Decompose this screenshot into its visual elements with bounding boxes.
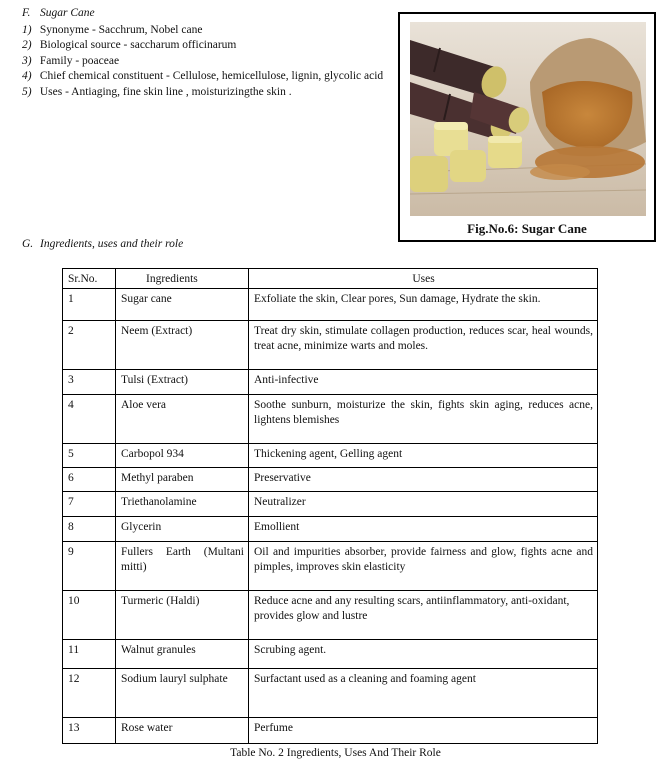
table-row — [63, 591, 598, 640]
cell-sr: 10 — [63, 591, 116, 640]
cell-uses: Reduce acne and any resulting scars, antiinflammatory, anti-oxidant, provides glow and lustre — [249, 591, 598, 640]
cell-sr: 5 — [63, 444, 116, 468]
header-uses: Uses — [249, 269, 598, 289]
table-row — [63, 321, 598, 370]
figure-caption: Fig.No.6: Sugar Cane — [467, 221, 587, 236]
cell-sr: 2 — [63, 321, 116, 370]
cell-sr: 7 — [63, 492, 116, 517]
list-item — [22, 54, 383, 69]
cell-uses: Exfoliate the skin, Clear pores, Sun damage, Hydrate the skin. — [249, 289, 598, 321]
cell-sr: 12 — [63, 669, 116, 718]
cell-uses: Preservative — [249, 468, 598, 492]
cell-sr: 13 — [63, 718, 116, 744]
table-row — [63, 718, 598, 744]
list-item — [22, 69, 383, 84]
header-ingredients: Ingredients — [116, 269, 249, 289]
figure-box — [398, 12, 656, 242]
list-number: 5) — [22, 85, 32, 98]
cell-uses: Treat dry skin, stimulate collagen production, reduces scar, heal wounds, treat acne, minimize warts and moles. — [249, 321, 598, 370]
cell-sr: 1 — [63, 289, 116, 321]
cell-sr: 3 — [63, 370, 116, 395]
cell-uses: Neutralizer — [249, 492, 598, 517]
ingredients-table — [62, 268, 598, 744]
list-number: 2) — [22, 39, 32, 52]
cell-ingredient: Aloe vera — [116, 395, 249, 444]
table-row — [63, 395, 598, 444]
header-sr-no: Sr.No. — [63, 269, 116, 289]
list-text: Family - poaceae — [39, 54, 120, 67]
section-f-heading — [22, 7, 95, 19]
cell-sr: 9 — [63, 542, 116, 591]
cell-ingredient: Neem (Extract) — [116, 321, 249, 370]
cell-sr: 6 — [63, 468, 116, 492]
table-row — [63, 640, 598, 669]
list-item — [22, 85, 383, 100]
cell-ingredient: Methyl paraben — [116, 468, 249, 492]
cell-uses: Perfume — [249, 718, 598, 744]
cell-ingredient: Triethanolamine — [116, 492, 249, 517]
cell-ingredient: Rose water — [116, 718, 249, 744]
table-row — [63, 542, 598, 591]
cell-ingredient: Sugar cane — [116, 289, 249, 321]
list-text: Synonyme - Sacchrum, Nobel cane — [39, 24, 203, 36]
cell-ingredient: Fullers Earth (Multani mitti) — [116, 542, 249, 591]
sugar-cane-photo — [410, 22, 646, 216]
list-item — [22, 23, 383, 38]
list-number: 3) — [22, 54, 32, 67]
section-g-letter: G. — [22, 238, 34, 250]
section-f-title: Sugar Cane — [40, 7, 95, 19]
cell-ingredient: Glycerin — [116, 517, 249, 542]
list-number: 1) — [22, 24, 32, 36]
table-row — [63, 468, 598, 492]
cell-ingredient: Turmeric (Haldi) — [116, 591, 249, 640]
section-g-heading — [22, 238, 183, 250]
cell-ingredient: Sodium lauryl sulphate — [116, 669, 249, 718]
cell-sr: 4 — [63, 395, 116, 444]
cell-uses: Scrubing agent. — [249, 640, 598, 669]
cell-uses: Thickening agent, Gelling agent — [249, 444, 598, 468]
cell-uses: Soothe sunburn, moisturize the skin, fights skin aging, reduces acne, lightens blemishes — [249, 395, 598, 444]
cell-ingredient: Carbopol 934 — [116, 444, 249, 468]
list-text: Uses - Antiaging, fine skin line , moisturizingthe skin . — [39, 85, 292, 98]
list-item — [22, 38, 383, 53]
section-g-title: Ingredients, uses and their role — [40, 238, 184, 250]
list-text: Chief chemical constituent - Cellulose, hemicellulose, lignin, glycolic acid — [39, 70, 384, 83]
cell-uses: Emollient — [249, 517, 598, 542]
cell-uses: Oil and impurities absorber, provide fairness and glow, fights acne and pimples, improves skin elasticity — [249, 542, 598, 591]
list-text: Biological source - saccharum officinarum — [39, 39, 237, 52]
section-f-letter: F. — [22, 7, 31, 19]
cell-sr: 8 — [63, 517, 116, 542]
table-row — [63, 517, 598, 542]
table-header-row — [63, 269, 598, 289]
cell-sr: 11 — [63, 640, 116, 669]
table-row — [63, 370, 598, 395]
cell-uses: Surfactant used as a cleaning and foaming agent — [249, 669, 598, 718]
list-number: 4) — [22, 70, 32, 83]
table-row — [63, 289, 598, 321]
cell-uses: Anti-infective — [249, 370, 598, 395]
table-row — [63, 492, 598, 517]
table-row — [63, 669, 598, 718]
cell-ingredient: Walnut granules — [116, 640, 249, 669]
table-caption: Table No. 2 Ingredients, Uses And Their Role — [230, 747, 441, 759]
table-row — [63, 444, 598, 468]
cell-ingredient: Tulsi (Extract) — [116, 370, 249, 395]
sugar-cane-properties-list — [22, 23, 383, 100]
